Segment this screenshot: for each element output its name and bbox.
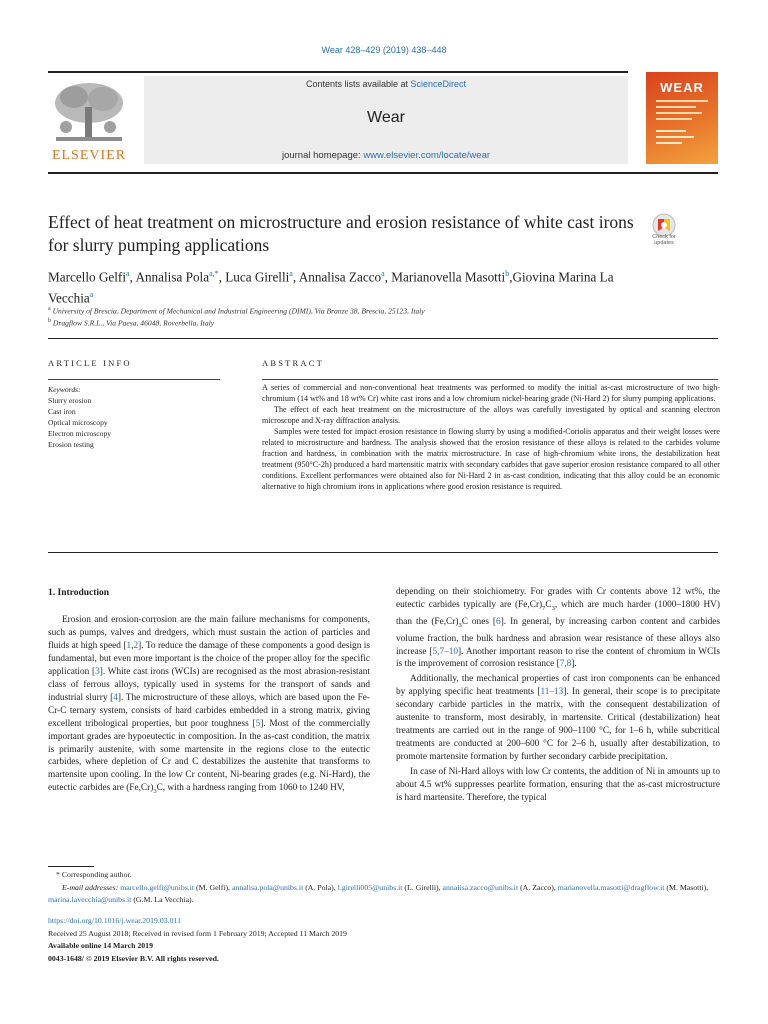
abstract-heading: ABSTRACT — [262, 358, 324, 368]
author-name[interactable]: Giovina Marina La Vecchia — [48, 269, 614, 306]
abstract-bottom-rule — [48, 552, 718, 553]
article-info-rule — [48, 379, 220, 380]
keyword-item: Erosion testing — [48, 440, 94, 449]
doi-link[interactable]: https://doi.org/10.1016/j.wear.2019.03.011 — [48, 916, 181, 925]
citation-link[interactable]: 5,7–10 — [432, 646, 459, 657]
cover-decoration — [646, 72, 718, 164]
abstract-paragraph: A series of commercial and non-conventional heat treatments was performed to modify the initial as-cast microstructure of two high-chromium (14 wt% and 18 wt% Cr) white cast irons and a low chromium nickel-bearing grade (Ni-Hard 2) for slurry pumping applications. — [262, 383, 720, 403]
author-name[interactable]: Annalisa Zacco — [298, 269, 382, 285]
author-affiliation-mark[interactable]: a,* — [209, 269, 219, 278]
header-bottom-rule — [48, 172, 718, 174]
keyword-item: Optical microscopy — [48, 418, 108, 427]
email-link[interactable]: annalisa.zacco@unibs.it — [442, 883, 519, 892]
emails-label: E-mail addresses: — [62, 883, 121, 892]
author-affiliation-mark[interactable]: a — [89, 290, 94, 300]
email-owner: (A. Zacco), — [518, 883, 558, 892]
author-name[interactable]: Marianovella Masotti — [391, 269, 506, 285]
email-link[interactable]: l.girelli005@unibs.it — [337, 883, 403, 892]
author-name[interactable]: Annalisa Pola — [135, 269, 210, 285]
author-separator: , — [384, 269, 392, 285]
keywords-list — [48, 395, 111, 450]
citation-link[interactable]: 4 — [113, 692, 118, 703]
citation-link[interactable]: 6 — [496, 616, 501, 627]
email-owner: (M. Masotti), — [664, 883, 709, 892]
contents-prefix: Contents lists available at — [305, 79, 411, 89]
contents-line — [144, 79, 628, 89]
citation-link[interactable]: 1 — [126, 640, 132, 651]
header-top-rule — [48, 71, 628, 73]
affiliation-a — [48, 306, 425, 316]
received-dates: Received 25 August 2018; Received in revised form 1 February 2019; Accepted 11 March 2019 — [48, 929, 347, 938]
citation-link[interactable]: 11–13 — [540, 687, 564, 698]
affiliation-text: Dragflow S.R.L., Via Paesa, 46048, Roverbella, Italy — [52, 318, 215, 328]
homepage-line — [144, 150, 628, 161]
author-affiliation-mark[interactable]: a — [289, 269, 293, 278]
citation-link[interactable]: 5 — [255, 718, 261, 729]
body-column-left — [48, 614, 370, 801]
citation-link[interactable]: 3 — [95, 666, 100, 677]
article-info-top-rule — [48, 338, 718, 339]
email-link[interactable]: marina.lavecchia@unibs.it — [48, 895, 132, 904]
abstract-paragraph: The effect of each heat treatment on the microstructure of the alloys was carefully investigated by optical and scanning electron microscope and X-ray diffraction analysis. — [262, 405, 720, 425]
body-paragraph: depending on their stoichiometry. For grades with Cr contents above 12 wt%, the eutectic carbides typically are $(Fe,Cr)_7C_3$, which are much harder (1000–1800 HV) than the $(Fe,Cr)_3C$ ones [6]. In general, by increasing carbon content and carbides volume fraction, the bulk hardness and abrasion wear resistance of these alloys also increase [5,7–10]. Another important reason to rise the content of chromium in WCIs is the improvement of corrosion resistance [7,8]. — [396, 587, 721, 670]
keyword-item: Cast iron — [48, 407, 76, 416]
abstract-rule — [262, 379, 718, 380]
corresponding-author-note: * Corresponding author. — [56, 870, 132, 879]
journal-cover-image[interactable] — [646, 72, 718, 164]
affiliation-mark: a — [48, 306, 51, 312]
abstract-body — [262, 382, 720, 492]
available-online: Available online 14 March 2019 — [48, 941, 153, 950]
author-separator: , — [129, 269, 136, 285]
abstract-paragraph: Samples were tested for impact erosion resistance in flowing slurry by using a modified-Coriolis apparatus and their weight losses were related to microstructure and hardness. The analysis showed that the erosion resistance of these alloys is related to the carbides volume fraction and hardness, in combination with the matrix microstructure. In case of high-chromium white irons, the destabilization heat treatment (950°C-2h) produced a hard martensitic matrix with secondary carbides that gave superior erosion resistance compared to all other conditions. Excellent performances were obtained also for Ni-Hard 2 in as-cast condition, indicating that this alloy could be an economic alternative to high chromium irons in applications where good erosion resistance is required. — [262, 427, 720, 491]
author-affiliation-mark[interactable]: b — [505, 269, 510, 278]
article-title: Effect of heat treatment on microstructure and erosion resistance of white cast irons for slurry pumping applications — [48, 212, 634, 255]
cover-title: WEAR — [660, 80, 704, 95]
citation-link[interactable]: 2 — [133, 640, 139, 651]
affiliation-b — [48, 318, 214, 328]
elsevier-wordmark: ELSEVIER — [51, 148, 127, 163]
email-owner: (G.M. La Vecchia). — [131, 895, 194, 904]
article-info-heading: ARTICLE INFO — [48, 358, 132, 368]
email-owner: (M. Gelfi), — [194, 883, 232, 892]
author-separator: , — [509, 269, 513, 285]
keyword-item: Slurry erosion — [48, 396, 92, 405]
author-affiliation-mark[interactable]: a — [381, 269, 385, 278]
keywords-label: Keywords: — [48, 385, 81, 394]
journal-banner — [144, 76, 628, 164]
author-name[interactable]: Luca Girelli — [225, 269, 290, 285]
homepage-link[interactable]: www.elsevier.com/locate/wear — [363, 150, 491, 161]
affiliation-text: University of Brescia, Department of Mechanical and Industrial Engineering (DIMI), Via Branze 38, Brescia, 25123, Italy — [52, 306, 425, 316]
section-heading: 1. Introduction — [48, 588, 110, 598]
keyword-item: Electron microscopy — [48, 429, 112, 438]
footnote-rule — [48, 866, 94, 867]
email-owner: (L. Girelli), — [402, 883, 443, 892]
sciencedirect-link[interactable]: ScienceDirect — [410, 79, 467, 89]
body-paragraph: Additionally, the mechanical properties of cast iron components can be enhanced by applying specific heat treatments [11–13]. In general, their scope is to precipitate secondary carbide particles in the matrix, with the consequent destabilization of austenite to transform, most desirably, in martensite. Critical (destabilization) heat treatments are carried out in the range of 900–1100 °C, for 1–6 h, while subcritical treatments are conducted at 200–600 °C for 2–6 h, usually after destabilization, to promote martensite formation by further secondary carbide precipitation. — [396, 674, 720, 763]
author-list — [48, 265, 648, 308]
crossmark-label[interactable]: Check for updates — [652, 234, 676, 246]
body-column-right — [396, 586, 720, 807]
author-affiliation-mark[interactable]: a — [126, 269, 130, 278]
author-name[interactable]: Marcello Gelfi — [48, 269, 126, 285]
journal-citation[interactable]: Wear 428–429 (2019) 438–448 — [321, 45, 447, 55]
copyright-line: 0043-1648/ © 2019 Elsevier B.V. All rights reserved. — [48, 954, 219, 963]
homepage-prefix: journal homepage: — [281, 150, 364, 161]
author-separator: , — [218, 269, 226, 285]
email-owner: (A. Pola), — [303, 883, 338, 892]
email-addresses — [48, 882, 720, 906]
affiliation-mark: b — [48, 318, 51, 324]
body-paragraph: In case of Ni-Hard alloys with low Cr contents, the addition of Ni in amounts up to about 4.5 wt% suppresses pearlite formation, ensuring that the as-cast microstructure is hard martensite. Therefore, the typical — [396, 767, 720, 804]
citation-link[interactable]: 7,8 — [559, 659, 572, 670]
email-link[interactable]: marcello.gelfi@unibs.it — [120, 883, 195, 892]
author-separator: , — [292, 269, 299, 285]
body-paragraph: Erosion and erosion-corrosion are the main failure mechanisms for components, such as pumps, valves and dredgers, which must sustain the action of particles and fluids at high speed [1,2]. To reduce the damage of these components a good design is fundamental, but even more important is the choice of the proper alloy for the specific application [3]. White cast irons (WCIs) are recognised as the most abrasion-resistant class of ferrous alloys, typically used in systems for the transport of sands and industrial slurry [4]. The microstructure of these alloys, which are based upon the Fe-Cr-C ternary system, consists of hard carbides embedded in a strong matrix, giving excellent tribological properties, but poor toughness [5]. Most of the commercially important grades are hypoeutectic in composition. In the as-cast condition, the matrix is primarily austenite, with some martensite in the regions close to the eutectic carbides, where depletion of Cr and C destabilizes the austenite that transforms to martensite upon cooling. In the low Cr content, Ni-bearing grades (e.g. Ni-Hard), the eutectic carbides are $(Fe,Cr)_3C$, with a hardness ranging from 1060 to 1240 HV, — [48, 615, 371, 796]
email-link[interactable]: marianovella.masotti@dragflow.it — [557, 883, 665, 892]
journal-name: Wear — [367, 109, 405, 126]
email-link[interactable]: annalisa.pola@unibs.it — [231, 883, 304, 892]
